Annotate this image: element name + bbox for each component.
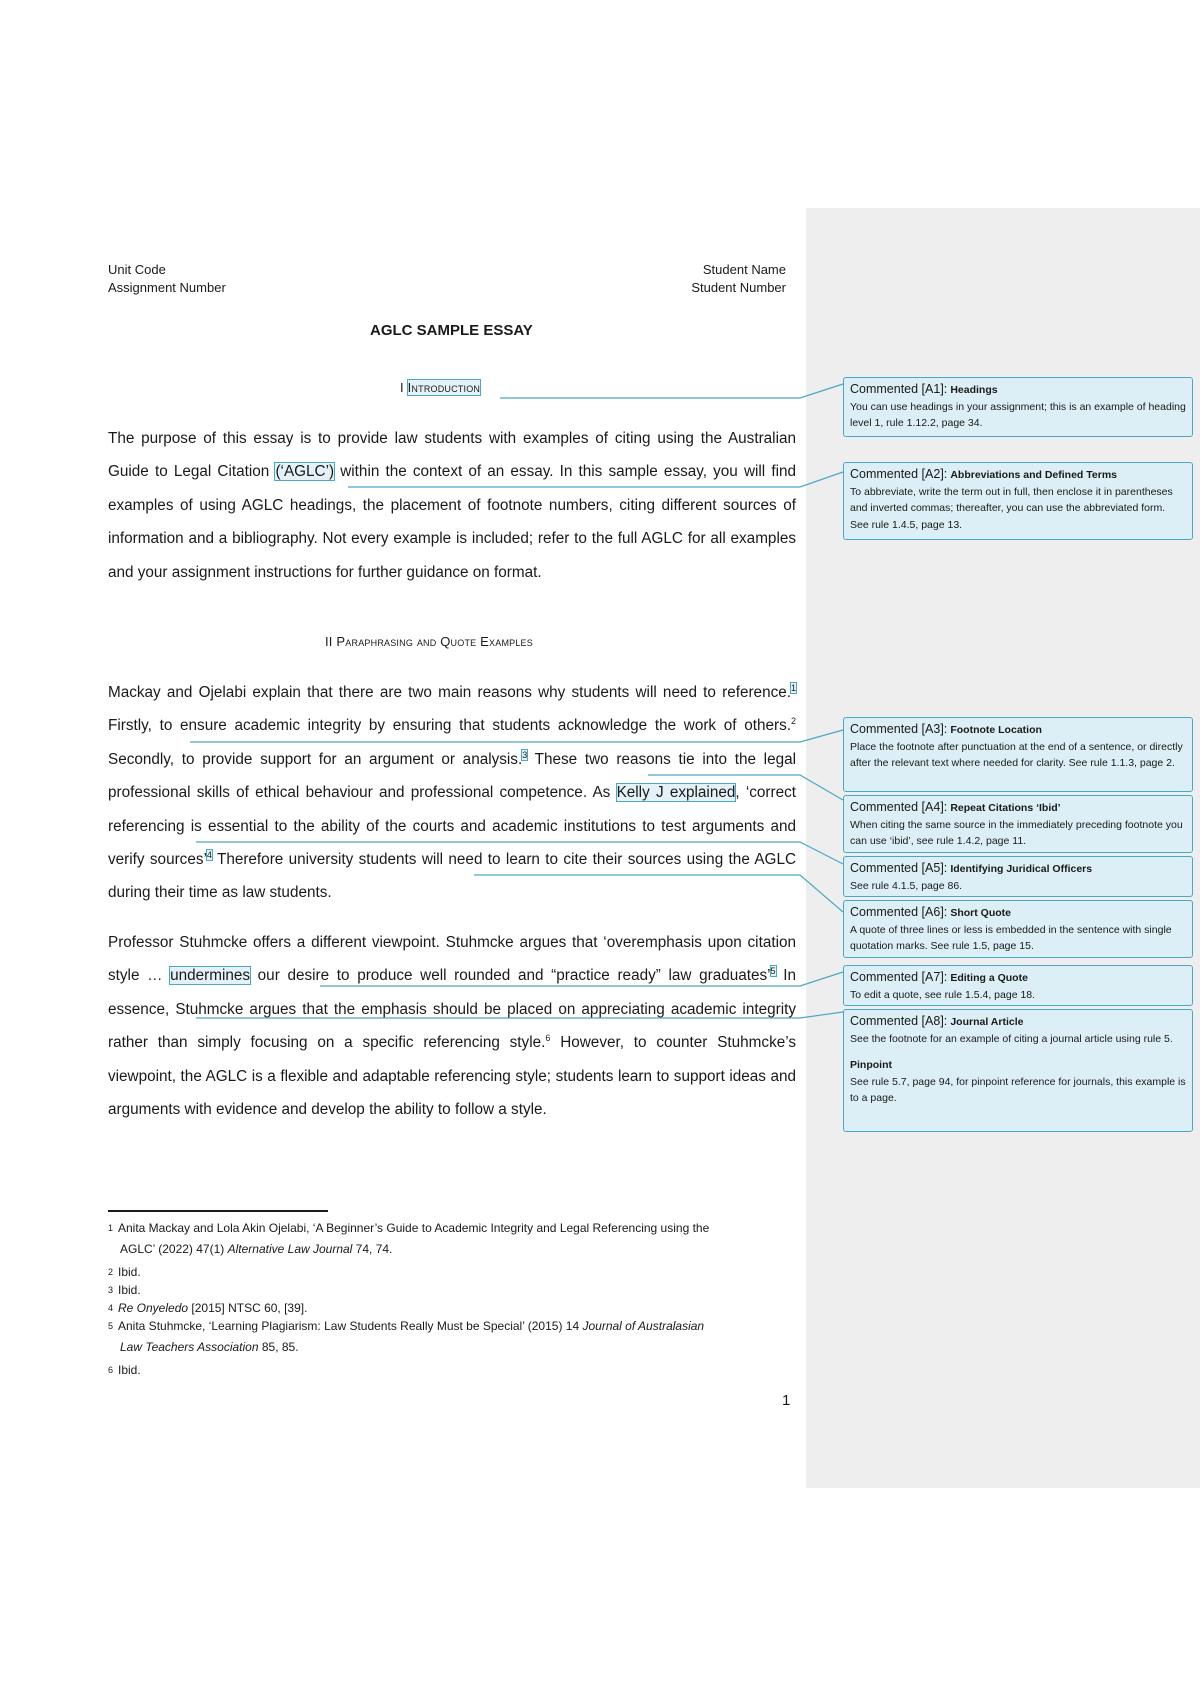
comment-a7-label: Commented [A7]: <box>850 970 948 984</box>
comment-a1-title: Headings <box>950 384 998 396</box>
judge-reference[interactable]: Kelly J explained <box>616 784 736 802</box>
p2-text-a: Professor Stuhmcke offers a different viewpoint. Stuhmcke argues that ‘overemphasis upon citation style … <box>108 934 796 985</box>
p1-text-d: These two reasons tie into the legal professional skills of ethical behaviour and professional competence. As <box>108 750 796 802</box>
comment-a8-subtitle: Pinpoint <box>850 1059 892 1071</box>
p1-text-b: Firstly, to ensure academic integrity by ensuring that students acknowledge the work of others. <box>108 717 791 735</box>
footnote-5-journal-a: Journal of Australasian <box>582 1319 705 1333</box>
footnote-3-text: Ibid. <box>118 1283 141 1297</box>
footnote-1-text-a: Anita Mackay and Lola Akin Ojelabi, ‘A Beginner’s Guide to Academic Integrity and Legal Referencing using the <box>118 1221 710 1235</box>
comment-a1-body: You can use headings in your assignment; this is an example of heading level 1, rule 1.12.2, page 34. <box>850 400 1186 429</box>
footnote-4-number: 4 <box>108 1303 114 1313</box>
footnote-ref-1[interactable]: 1 <box>790 682 796 693</box>
comment-a5[interactable] <box>843 856 1193 897</box>
comment-a3-title: Footnote Location <box>950 724 1042 736</box>
comment-a3-body: Place the footnote after punctuation at the end of a sentence, or directly after the relevant text where needed for clarity. See rule 1.1.3, page 2. <box>850 740 1183 769</box>
comment-a5-label: Commented [A5]: <box>850 861 948 875</box>
footnote-ref-6[interactable]: 6 <box>545 1033 551 1044</box>
comment-a2-body: To abbreviate, write the term out in full, then enclose it in parentheses and inverted commas; thereafter, you can use the abbreviated form. See rule 1.4.5, page 13. <box>850 485 1173 531</box>
comment-a2-label: Commented [A2]: <box>850 467 948 481</box>
footnote-ref-5[interactable]: 5 <box>770 966 776 977</box>
comment-a6-body: A quote of three lines or less is embedded in the sentence with single quotation marks. See rule 1.5, page 15. <box>850 923 1172 952</box>
footnote-4-case: Re Onyeledo <box>118 1301 189 1315</box>
p1-text-a: Mackay and Ojelabi explain that there are two main reasons why students will need to reference. <box>108 684 791 701</box>
footnote-1-journal: Alternative Law Journal <box>227 1242 353 1256</box>
aglc-abbreviation[interactable]: (‘AGLC’) <box>275 463 335 481</box>
comment-a4[interactable] <box>843 795 1193 853</box>
footnote-5-journal-b: Law Teachers Association <box>120 1340 259 1354</box>
comment-a8[interactable] <box>843 1009 1193 1132</box>
intro-text-b: within the context of an essay. In this sample essay, you will find examples of using AGLC headings, the placement of footnote numbers, citing different sources of information and a bibliography. Not every example is included; refer to the full AGLC for all examples and your assignment instructions for further guidance on format. <box>108 463 797 581</box>
connector-a5 <box>196 842 843 864</box>
comment-a8-subbody: See rule 5.7, page 94, for pinpoint reference for journals, this example is to a page. <box>850 1075 1186 1104</box>
assignment-number: Assignment Number <box>108 280 226 295</box>
comment-a6[interactable] <box>843 900 1193 958</box>
comment-a3-label: Commented [A3]: <box>850 722 948 736</box>
comment-a2-title: Abbreviations and Defined Terms <box>950 469 1118 481</box>
comment-a7-body: To edit a quote, see rule 1.5.4, page 18. <box>850 988 1036 1001</box>
comment-a2[interactable] <box>843 462 1193 540</box>
student-name: Student Name <box>702 262 786 277</box>
unit-code: Unit Code <box>108 262 166 277</box>
comment-a7[interactable] <box>843 965 1193 1006</box>
connector-a8 <box>196 1012 843 1018</box>
footnote-2-number: 2 <box>108 1267 114 1277</box>
connector-a4 <box>648 775 843 800</box>
comment-a1[interactable] <box>843 377 1193 437</box>
heading-paraphrasing: II Paraphrasing and Quote Examples <box>325 634 533 649</box>
connector-a1 <box>500 384 843 398</box>
footnote-1-pinpoint: 74, 74. <box>352 1242 393 1256</box>
heading-numeral: I <box>400 380 404 395</box>
heading-introduction-text[interactable]: Introduction <box>407 380 481 395</box>
p1-text-f: Therefore university students will need to learn to cite their sources using the AGLC during their time as law students. <box>108 851 796 902</box>
footnote-3-number: 3 <box>108 1285 114 1295</box>
page-number: 1 <box>782 1392 791 1409</box>
comment-a8-label: Commented [A8]: <box>850 1014 948 1028</box>
footnote-5-number: 5 <box>108 1321 114 1331</box>
comment-a4-body: When citing the same source in the immediately preceding footnote you can use ‘ibid’, see rule 1.4.2, page 11. <box>850 818 1183 847</box>
p2-text-b: our desire to produce well rounded and “practice ready” law graduates’ <box>250 967 771 985</box>
p1-text-c: Secondly, to provide support for an argument or analysis. <box>108 750 523 768</box>
edited-quote-word[interactable]: undermines <box>170 967 251 985</box>
comment-a6-label: Commented [A6]: <box>850 905 948 919</box>
comment-a1-label: Commented [A1]: <box>850 382 948 396</box>
comment-a8-title: Journal Article <box>950 1016 1024 1028</box>
comment-a5-title: Identifying Juridical Officers <box>950 863 1093 875</box>
footnote-ref-2[interactable]: 2 <box>790 716 796 727</box>
footnote-ref-3[interactable]: 3 <box>522 749 528 760</box>
p2-text-d: However, to counter Stuhmcke’s viewpoint, the AGLC is a flexible and adaptable referencing style; students learn to support ideas and arguments with evidence and develop the ability to follow a style. <box>108 1034 796 1119</box>
intro-text-a: The purpose of this essay is to provide law students with examples of citing using the Australian Guide to Legal Citation <box>108 430 796 481</box>
p2-text-c: In essence, Stuhmcke argues that the emphasis should be placed on appreciating academic integrity rather than simply focusing on a specific referencing style. <box>108 967 796 1052</box>
connector-a2 <box>348 472 843 487</box>
footnote-4-citation: [2015] NTSC 60, [39]. <box>188 1301 308 1315</box>
comment-a5-body: See rule 4.1.5, page 86. <box>850 879 963 892</box>
footnote-6-text: Ibid. <box>118 1363 141 1377</box>
comment-a3[interactable] <box>843 717 1193 792</box>
footnote-5-pinpoint: 85, 85. <box>258 1340 299 1354</box>
essay-title: AGLC SAMPLE ESSAY <box>370 322 533 339</box>
footnote-2-text: Ibid. <box>118 1265 141 1279</box>
comment-a8-body: See the footnote for an example of citing a journal article using rule 5. <box>850 1032 1173 1045</box>
connector-a3 <box>190 730 843 742</box>
comment-a4-label: Commented [A4]: <box>850 800 948 814</box>
student-number: Student Number <box>691 280 786 295</box>
comment-a4-title: Repeat Citations ‘Ibid’ <box>950 802 1061 814</box>
footnote-5-text-a: Anita Stuhmcke, ‘Learning Plagiarism: Law Students Really Must be Special’ (2015) 14 <box>118 1319 583 1333</box>
comment-a7-title: Editing a Quote <box>950 972 1028 984</box>
connector-a7 <box>320 972 843 986</box>
footnote-6-number: 6 <box>108 1365 114 1375</box>
connector-a6 <box>474 875 843 912</box>
footnote-ref-4[interactable]: 4 <box>206 849 212 860</box>
p1-quote: , ‘correct referencing is essential to the ability of the courts and academic institutions to test arguments and verify sources’ <box>108 784 796 869</box>
footnote-1-text-b: AGLC’ (2022) 47(1) <box>120 1242 228 1256</box>
footnote-1-number: 1 <box>108 1223 114 1233</box>
comment-a6-title: Short Quote <box>950 907 1011 919</box>
